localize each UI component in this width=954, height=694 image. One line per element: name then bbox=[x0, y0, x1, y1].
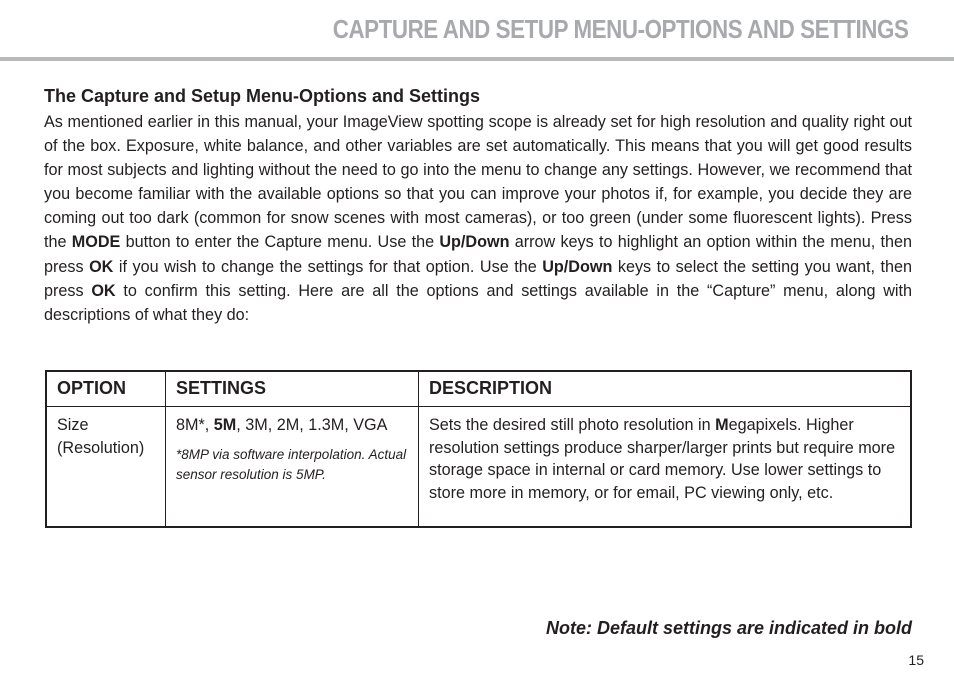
settings-footnote: *8MP via software interpolation. Actual sensor resolution is 5MP. bbox=[176, 446, 407, 482]
column-header-description: DESCRIPTION bbox=[419, 371, 912, 407]
intro-text: As mentioned earlier in this manual, your ImageView spotting scope is already set for high resolution and quality right out of the box. Exposure, white balance, and other variables are set automatically. This means that you will get good results for most subjects and lighting without the need to go into the menu to change any settings. However, we recommend that you become familiar with the available options so that you can improve your photos if, for example, you decide they are coming out too dark (common for snow scenes with most cameras), or too green (under some fluorescent lights). Press the bbox=[44, 113, 912, 252]
settings-text: 8M*, bbox=[176, 416, 214, 434]
intro-paragraph bbox=[44, 110, 912, 327]
intro-text: if you wish to change the settings for that option. Use the bbox=[113, 257, 543, 276]
description-text: egapixels. Higher resolution settings produce sharper/larger prints but require more storage space in internal or card memory. Use lower settings to store more in memory, or for email, PC viewing only, etc. bbox=[429, 416, 896, 502]
settings-cell bbox=[166, 407, 419, 528]
intro-text: to confirm this setting. Here are all the options and settings available in the “Capture” menu, along with descriptions of what they do: bbox=[44, 281, 912, 324]
table-row bbox=[46, 407, 911, 528]
column-header-settings: SETTINGS bbox=[166, 371, 419, 407]
intro-text: button to enter the Capture menu. Use the bbox=[120, 233, 440, 252]
description-emphasis: M bbox=[715, 416, 729, 434]
up-down-keyword: Up/Down bbox=[439, 233, 510, 252]
description-cell bbox=[419, 407, 912, 528]
default-setting: 5M bbox=[213, 416, 237, 434]
mode-keyword: MODE bbox=[71, 233, 121, 252]
intro-text: arrow keys to highlight an option within the menu, then press bbox=[44, 233, 912, 276]
ok-keyword: OK bbox=[89, 257, 114, 276]
intro-text: keys to select the setting you want, then press bbox=[44, 257, 912, 300]
option-cell: Size (Resolution) bbox=[46, 407, 166, 528]
page-header-title: CAPTURE AND SETUP MENU-OPTIONS AND SETTINGS bbox=[332, 14, 908, 44]
ok-keyword: OK bbox=[91, 281, 116, 300]
description-text: Sets the desired still photo resolution in bbox=[429, 416, 716, 434]
table-header-row bbox=[46, 371, 911, 407]
up-down-keyword: Up/Down bbox=[542, 257, 613, 276]
section-heading: The Capture and Setup Menu-Options and Settings bbox=[44, 86, 481, 106]
page-number: 15 bbox=[908, 652, 924, 668]
header-divider bbox=[0, 57, 954, 61]
defaults-note: Note: Default settings are indicated in bold bbox=[545, 618, 912, 638]
options-table bbox=[45, 370, 912, 528]
column-header-option: OPTION bbox=[46, 371, 166, 407]
settings-text: , 3M, 2M, 1.3M, VGA bbox=[236, 416, 388, 434]
settings-values bbox=[176, 414, 408, 437]
